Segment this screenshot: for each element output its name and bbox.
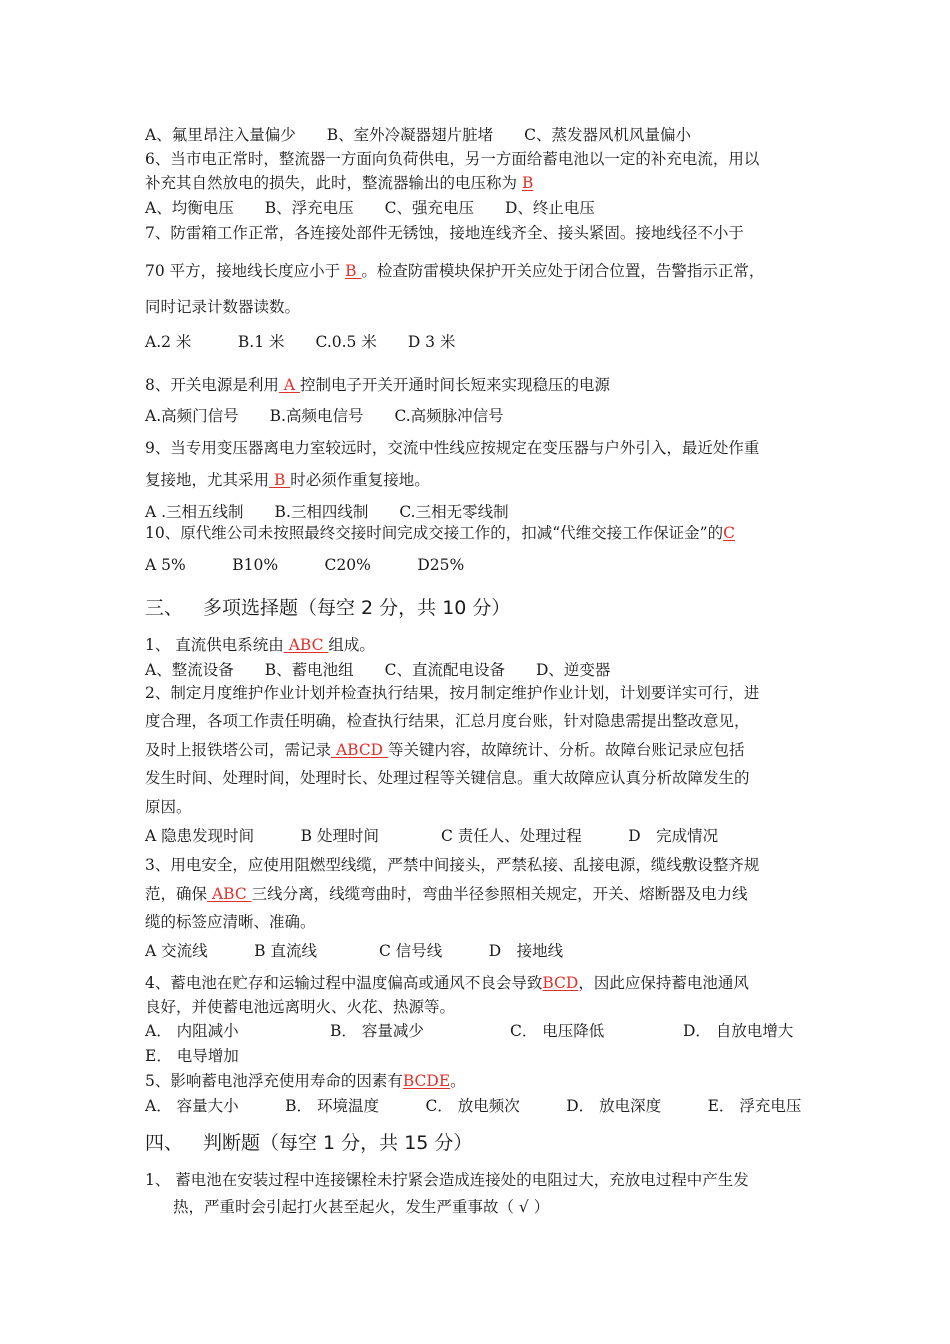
q8-text-prefix: 8、开关电源是利用 <box>145 376 279 394</box>
q10-answer: C <box>723 524 735 542</box>
q9-text-line1: 9、当专用变压器离电力室较远时，交流中性线应按规定在变压器与户外引入，最近处作重 <box>145 439 760 457</box>
q10-options: A 5% B10% C20% D25% <box>145 556 465 574</box>
q9-text-line2 <box>145 470 430 490</box>
q8-answer: A <box>278 376 300 394</box>
q9-answer: B <box>269 471 291 489</box>
q10-text-prefix: 10、原代维公司未按照最终交接时间完成交接工作的，扣减“代维交接工作保证金”的 <box>145 524 724 542</box>
q8-text <box>145 375 610 395</box>
m3-options: A 交流线 B 直流线 C 信号线 D 接地线 <box>145 942 564 960</box>
m4-answer: BCD <box>542 974 579 992</box>
q6-text-prefix: 补充其自然放电的损失，此时，整流器输出的电压称为 <box>145 174 518 192</box>
m4-option-d: D． 自放电增大 <box>683 1022 794 1040</box>
q7-answer: B <box>345 262 362 280</box>
q6-answer: B <box>521 174 534 192</box>
q6-options: A、均衡电压 B、浮充电压 C、强充电压 D、终止电压 <box>145 199 595 217</box>
m3-text-suffix: 三线分离，线缆弯曲时，弯曲半径参照相关规定，开关、熔断器及电力线 <box>251 885 748 903</box>
m2-answer: ABCD <box>331 741 389 759</box>
section-4-title: 判断题（每空 1 分，共 15 分） <box>203 1132 473 1154</box>
q9-text-prefix: 复接地，尤其采用 <box>145 471 270 489</box>
q7-text-line2 <box>145 261 764 281</box>
m1-options: A、整流设备 B、蓄电池组 C、直流配电设备 D、逆变器 <box>145 661 611 679</box>
m4-options-row1 <box>145 1021 793 1041</box>
m4-option-c: C． 电压降低 <box>510 1022 605 1040</box>
m5-text-suffix: 。 <box>450 1072 466 1090</box>
q7-text-prefix: 70 平方，接地线长度应小于 <box>145 262 341 280</box>
m4-text-prefix: 4、蓄电池在贮存和运输过程中温度偏高或通风不良会导致 <box>145 974 543 992</box>
m2-text-suffix: 等关键内容，故障统计、分析。故障台账记录应包括 <box>388 741 745 759</box>
section-4-number: 四、 <box>145 1132 184 1154</box>
section-3-title: 多项选择题（每空 2 分，共 10 分） <box>203 597 511 619</box>
q10-text <box>145 523 735 543</box>
m4-text-suffix: ，因此应保持蓄电池通风 <box>578 974 749 992</box>
q8-text-suffix: 控制电子开关开通时间长短来实现稳压的电源 <box>299 376 610 394</box>
q7-options: A.2 米 B.1 米 C.0.5 米 D 3 米 <box>145 333 456 351</box>
m2-options: A 隐患发现时间 B 处理时间 C 责任人、处理过程 D 完成情况 <box>145 827 719 845</box>
m3-text-line2 <box>145 884 748 904</box>
q9-options: A .三相五线制 B.三相四线制 C.三相无零线制 <box>145 503 509 521</box>
m4-option-e: E． 电导增加 <box>145 1047 239 1065</box>
m2-text-line2: 度合理，各项工作责任明确，检查执行结果，汇总月度台账，针对隐患需提出整改意见， <box>145 712 750 730</box>
m4-text-line2: 良好，并使蓄电池远离明火、火花、热源等。 <box>145 998 456 1016</box>
m5-text-prefix: 5、影响蓄电池浮充使用寿命的因素有 <box>145 1072 403 1090</box>
m1-answer: ABC <box>283 636 329 654</box>
m2-text-line4: 发生时间、处理时间，处理时长、处理过程等关键信息。重大故障应认真分析故障发生的 <box>145 769 750 787</box>
q6-text-line1: 6、当市电正常时，整流器一方面向负荷供电，另一方面给蓄电池以一定的补充电流，用以 <box>145 150 760 168</box>
q9-text-suffix: 时必须作重复接地。 <box>290 471 430 489</box>
j1-text-line1: 1、 蓄电池在安装过程中连接镙栓未拧紧会造成连接处的电阻过大，充放电过程中产生发 <box>145 1171 749 1189</box>
q7-text-line3: 同时记录计数器读数。 <box>145 298 301 316</box>
m3-text-prefix: 范，确保 <box>145 885 208 903</box>
m2-text-line3 <box>145 740 745 760</box>
m1-text <box>145 635 375 655</box>
m4-text-line1 <box>145 973 749 993</box>
m5-text <box>145 1071 466 1091</box>
q8-options: A.高频门信号 B.高频电信号 C.高频脉冲信号 <box>145 407 504 425</box>
m5-options: A． 容量大小 B． 环境温度 C． 放电频次 D． 放电深度 E． 浮充电压 <box>145 1097 802 1115</box>
m2-text-prefix: 及时上报铁塔公司，需记录 <box>145 741 332 759</box>
m4-option-a: A． 内阻减小 <box>145 1022 239 1040</box>
j1-text-line2: 热，严重时会引起打火甚至起火，发生严重事故（ √ ） <box>173 1198 550 1216</box>
m1-text-suffix: 组成。 <box>328 636 375 654</box>
m4-option-b: B． 容量减少 <box>330 1022 424 1040</box>
section-4-heading <box>145 1130 472 1156</box>
m2-text-line5: 原因。 <box>145 798 192 816</box>
q5-options: A、氟里昂注入量偏少 B、室外冷凝器翅片脏堵 C、蒸发器风机风量偏小 <box>145 126 691 144</box>
m3-text-line3: 缆的标签应清晰、准确。 <box>145 913 316 931</box>
section-3-number: 三、 <box>145 597 184 619</box>
q7-text-line1: 7、防雷箱工作正常，各连接处部件无锈蚀，接地连线齐全、接头紧固。接地线径不小于 <box>145 224 744 242</box>
section-3-heading <box>145 595 510 621</box>
m3-text-line1: 3、用电安全，应使用阻燃型线缆，严禁中间接头，严禁私接、乱接电源，缆线敷设整齐规 <box>145 856 760 874</box>
m3-answer: ABC <box>207 885 252 903</box>
q7-text-suffix: 。检查防雷模块保护开关应处于闭合位置，告警指示正常， <box>361 262 765 280</box>
q6-text-line2 <box>145 173 533 193</box>
m2-text-line1: 2、制定月度维护作业计划并检查执行结果，按月制定维护作业计划，计划要详实可行，进 <box>145 684 760 702</box>
m1-text-prefix: 1、 直流供电系统由 <box>145 636 284 654</box>
m5-answer: BCDE <box>402 1072 451 1090</box>
